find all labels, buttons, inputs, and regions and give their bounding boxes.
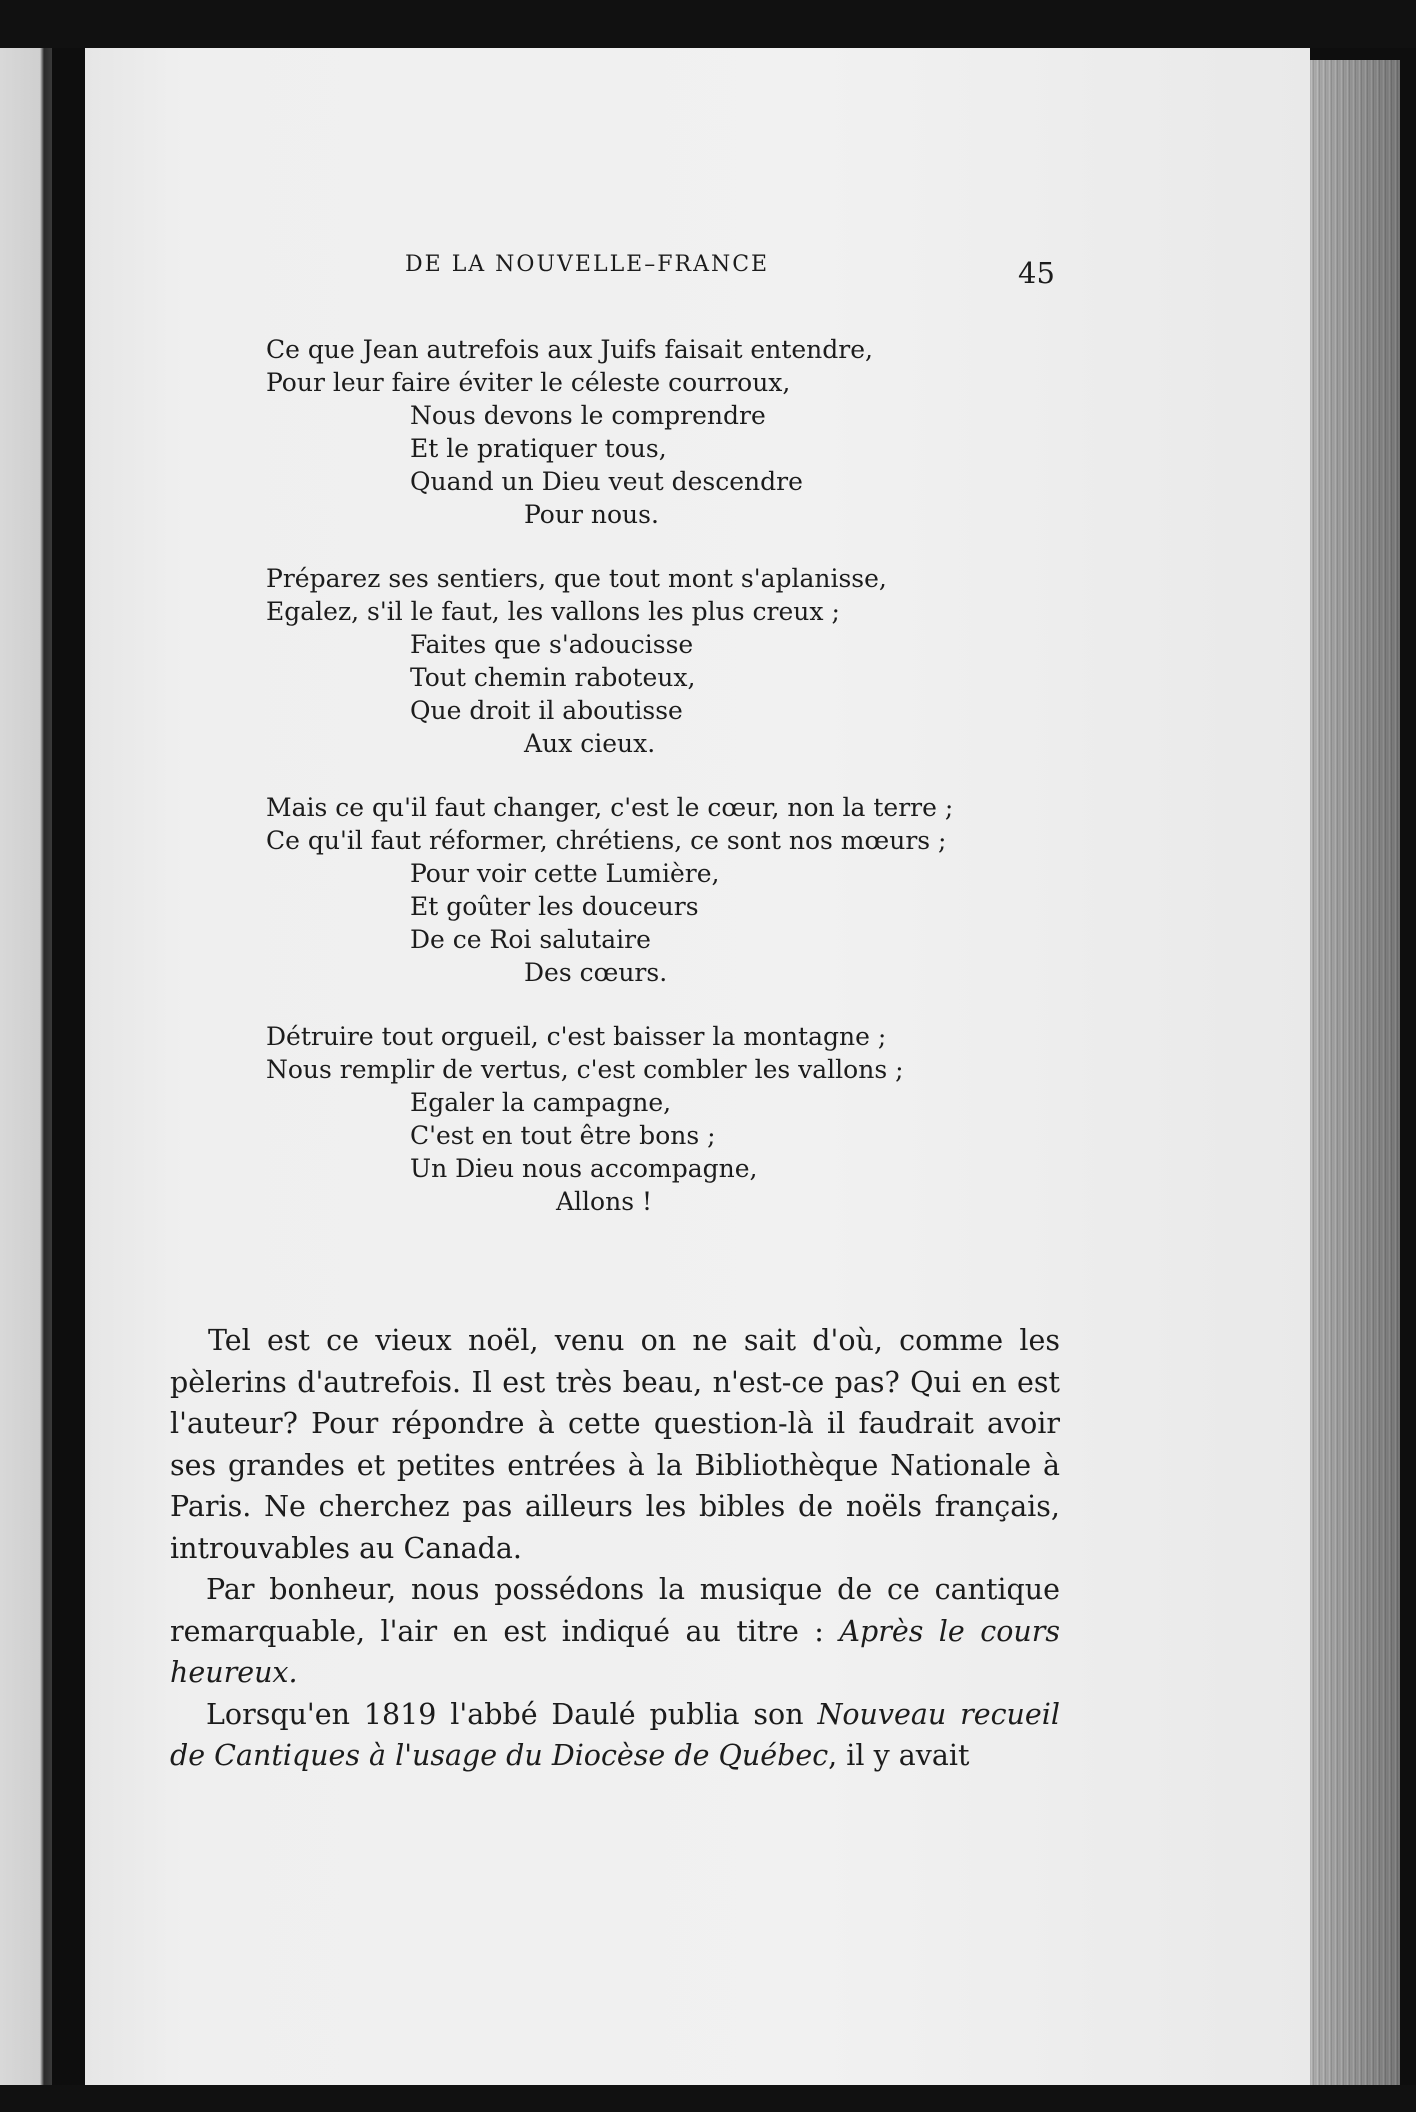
poem-line: De ce Roi salutaire	[410, 925, 651, 954]
poem-line: Pour nous.	[524, 500, 659, 529]
running-title: DE LA NOUVELLE–FRANCE	[405, 252, 770, 277]
poem-line: Egalez, s'il le faut, les vallons les plus creux ;	[266, 597, 840, 626]
poem-stanza	[266, 791, 1086, 989]
poem-line: Aux cieux.	[524, 729, 656, 758]
facing-page-edge	[0, 30, 52, 2090]
paragraph: Tel est ce vieux noël, venu on ne sait d'où, comme les pèlerins d'autrefois. Il est très beau, n'est-ce pas? Qui en est l'auteur? Pour répondre à cette question-là il faudrait avoir ses grandes et petites entrées à la Bibliothèque Nationale à Paris. Ne cherchez pas ailleurs les bibles de noëls français, introuvables au Canada.	[170, 1324, 1060, 1565]
poem-line: Détruire tout orgueil, c'est baisser la montagne ;	[266, 1022, 887, 1051]
paragraph-text: Par bonheur, nous possédons la musique de ce cantique remarquable, l'air en est indiqué au titre :	[170, 1573, 1060, 1648]
paragraph	[170, 1694, 1060, 1777]
poem-line: Et le pratiquer tous,	[410, 434, 667, 463]
page-number: 45	[1018, 256, 1055, 290]
poem-stanza	[266, 1020, 1086, 1218]
poem	[266, 333, 1086, 1249]
poem-line: Ce qu'il faut réformer, chrétiens, ce sont nos mœurs ;	[266, 826, 947, 855]
poem-line: Egaler la campagne,	[410, 1088, 672, 1117]
poem-line: Faites que s'adoucisse	[410, 630, 694, 659]
poem-stanza	[266, 562, 1086, 760]
poem-line: Un Dieu nous accompagne,	[410, 1154, 758, 1183]
poem-stanza	[266, 333, 1086, 531]
poem-line: Que droit il aboutisse	[410, 696, 683, 725]
poem-line: Allons !	[556, 1187, 653, 1216]
poem-line: Nous remplir de vertus, c'est combler les vallons ;	[266, 1055, 904, 1084]
poem-line: Quand un Dieu veut descendre	[410, 467, 803, 496]
body-text	[170, 1320, 1060, 1777]
poem-line: Ce que Jean autrefois aux Juifs faisait entendre,	[266, 335, 873, 364]
song-title: Après le cours heureux.	[170, 1614, 1060, 1689]
paragraph-text: , il y avait	[828, 1739, 970, 1772]
page-stack-shade	[1310, 60, 1400, 2090]
paragraph	[170, 1569, 1060, 1694]
scan-bottom-border	[0, 2085, 1416, 2112]
poem-line: Pour voir cette Lumière,	[410, 859, 720, 888]
poem-line: Des cœurs.	[524, 958, 668, 987]
poem-line: C'est en tout être bons ;	[410, 1121, 716, 1150]
poem-line: Tout chemin raboteux,	[410, 663, 696, 692]
book-title: Nouveau recueil de Cantiques à l'usage du Diocèse de Québec	[170, 1697, 1060, 1772]
scan-top-border	[0, 0, 1416, 48]
poem-line: Mais ce qu'il faut changer, c'est le cœur, non la terre ;	[266, 793, 954, 822]
poem-line: Nous devons le comprendre	[410, 401, 766, 430]
paragraph-text: Lorsqu'en 1819 l'abbé Daulé publia son	[206, 1697, 818, 1731]
poem-line: Pour leur faire éviter le céleste courroux,	[266, 368, 791, 397]
poem-line: Et goûter les douceurs	[410, 892, 699, 921]
poem-line: Préparez ses sentiers, que tout mont s'aplanisse,	[266, 564, 887, 593]
